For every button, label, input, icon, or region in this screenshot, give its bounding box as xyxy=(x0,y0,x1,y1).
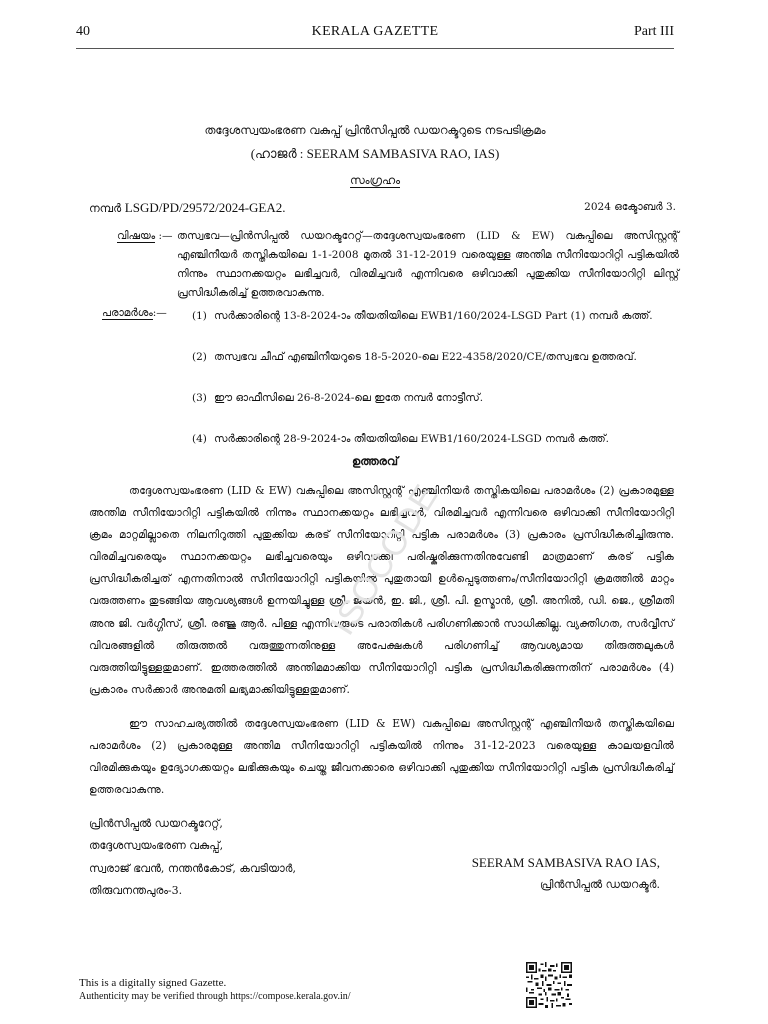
reference-item xyxy=(192,389,679,408)
abstract-label: സംഗ്രഹം xyxy=(349,173,401,187)
order-date: 2024 ഒക്ടോബർ 3. xyxy=(584,201,676,213)
signatory-designation: പ്രിൻസിപ്പൽ ഡയറക്ടർ. xyxy=(539,878,660,891)
gazette-name: KERALA GAZETTE xyxy=(311,24,439,39)
address-line: സ്വരാജ് ഭവൻ, നന്തൻകോട്, കവടിയാർ, xyxy=(89,861,296,875)
reference-text: തസ്വഭവ ചീഫ് എഞ്ചിനീയറുടെ 18-5-2020-ലെ E22-4358/2020/CE/തസ്വഭവ ഉത്തരവ്. xyxy=(214,351,637,363)
subject-label-group xyxy=(117,227,173,246)
address-line: പ്രിൻസിപ്പൽ ഡയറക്ടറേറ്റ്, xyxy=(89,817,223,830)
gazette-header xyxy=(76,24,674,49)
footer-signed-note: This is a digitally signed Gazette. xyxy=(79,977,227,989)
reference-number: (2) xyxy=(192,351,207,363)
order-number-value: LSGD/PD/29572/2024-GEA2. xyxy=(124,200,286,215)
page-number: 40 xyxy=(76,24,90,39)
reference-text: ഈ ഓഫീസിലെ 26-8-2024-ലെ ഇതേ നമ്പർ നോട്ടീസ്. xyxy=(214,392,484,404)
order-paragraph-2: ഈ സാഹചര്യത്തിൽ തദ്ദേശസ്വയംഭരണ (LID & EW) വകുപ്പിലെ അസിസ്റ്റന്റ് എഞ്ചിനീയർ തസ്തികയിലെ പരാമർശം (2) പ്രകാരമുള്ള അന്തിമ സീനിയോറിറ്റി പട്ടികയിൽ നിന്നും 31-12-2023 വരെയുള്ള കാലയളവിൽ വിരമിക്കുകയും ഉദ്യോഗക്കയറ്റം ലഭിക്കുകയും ചെയ്ത ജീവനക്കാരെ ഒഴിവാക്കി പുതുക്കിയ സീനിയോറിറ്റി പട്ടിക പ്രസിദ്ധീകരിച്ച് ഉത്തരവാകുന്നു. xyxy=(89,717,674,797)
signature-block xyxy=(472,852,660,896)
qr-code-icon xyxy=(526,962,572,1008)
references-label-group xyxy=(102,307,167,320)
reference-text: സർക്കാരിന്റെ 28-9-2024-ാം തീയതിയിലെ EWB1/160/2024-LSGD നമ്പർ കത്ത്. xyxy=(214,433,609,445)
subject-text: തസ്വഭവ—പ്രിൻസിപ്പൽ ഡയറക്ടറേറ്റ്—തദ്ദേശസ്വയംഭരണ (LID & EW) വകുപ്പിലെ അസിസ്റ്റന്റ് എഞ്ചിനീയർ തസ്തികയിലെ 1-1-2008 മുതൽ 31-12-2019 വരെയുള്ള അന്തിമ സീനിയോറിറ്റി പട്ടികയിൽ നിന്നും സ്ഥാനക്കയറ്റം ലഭിച്ചവർ, വിരമിച്ചവർ എന്നിവരെ ഒഴിവാക്കി പുതുക്കിയ സീനിയോറിറ്റി ലിസ്റ്റ് പ്രസിദ്ധീകരിച്ച് ഉത്തരവാകുന്നു. xyxy=(177,230,679,299)
watermark: ISOCODE xyxy=(323,476,447,642)
order-heading: ഉത്തരവ് xyxy=(351,454,399,468)
signatory-name: SEERAM SAMBASIVA RAO IAS, xyxy=(471,855,660,870)
footer-verify-link: Authenticity may be verified through https://compose.kerala.gov.in/ xyxy=(79,991,351,1002)
address-line: തദ്ദേശസ്വയംഭരണ വകുപ്പ്, xyxy=(89,839,224,853)
references-label: പരാമർശം xyxy=(102,307,153,319)
reference-item xyxy=(192,348,679,367)
reference-number: (1) xyxy=(192,310,207,322)
reference-number: (3) xyxy=(192,392,207,404)
address-line: തിരുവനന്തപുരം-3. xyxy=(89,883,183,897)
reference-item xyxy=(192,430,679,449)
reference-number: (4) xyxy=(192,433,207,445)
reference-item xyxy=(192,307,679,326)
footer-note xyxy=(79,977,351,1003)
proceedings-title: തദ്ദേശസ്വയംഭരണ വകുപ്പ് പ്രിൻസിപ്പൽ ഡയറക്ടറുടെ നടപടിക്രമം xyxy=(204,123,546,137)
reference-text: സർക്കാരിന്റെ 13-8-2024-ാം തീയതിയിലെ EWB1/160/2024-LSGD Part (1) നമ്പർ കത്ത്. xyxy=(214,310,653,322)
subject-block xyxy=(89,227,679,303)
subject-label: വിഷയം xyxy=(117,230,156,242)
order-number xyxy=(89,200,286,216)
order-number-prefix: നമ്പർ xyxy=(89,201,122,215)
abstract-heading xyxy=(76,173,674,188)
references-separator: :— xyxy=(152,307,167,319)
office-address xyxy=(89,813,296,902)
presiding-officer: (ഹാജർ : SEERAM SAMBASIVA RAO, IAS) xyxy=(250,146,500,161)
subject-separator: :— xyxy=(155,230,173,242)
order-paragraph-1: തദ്ദേശസ്വയംഭരണ (LID & EW) വകുപ്പിലെ അസിസ്റ്റന്റ് എഞ്ചിനീയർ തസ്തികയിലെ പരാമർശം (2) പ്രകാരമുള്ള അന്തിമ സീനിയോറിറ്റി പട്ടികയിൽ നിന്നും സ്ഥാനക്കയറ്റം ലഭിച്ചവർ, വിരമിച്ചവർ എന്നിവരെ ഒഴിവാക്കി സീനിയോറിറ്റി ക്രമം മാറ്റമില്ലാതെ നിലനിറുത്തി പുതുക്കിയ കരട് സീനിയോറിറ്റി പട്ടിക പരാമർശം (3) പ്രകാരം പ്രസിദ്ധീകരിച്ചിരുന്നു. വിരമിച്ചവരെയും സ്ഥാനക്കയറ്റം ലഭിച്ചവരെയും ഒഴിവാക്കി പരിഷ്കരിക്കുന്നതിനുവേണ്ടി മാത്രമാണ് കരട് പട്ടിക പ്രസിദ്ധീകരിച്ചത് എന്നതിനാൽ സീനിയോറിറ്റി പട്ടികയിൽ പുതുതായി ഉൾപ്പെടുത്തണം/സീനിയോറിറ്റി ക്രമത്തിൽ മാറ്റം വരുത്തണം തുടങ്ങിയ ആവശ്യങ്ങൾ ഉന്നയിച്ചുള്ള ശ്രീ. ജയൻ, ഇ. ജി., ശ്രീ. പി. ഉസ്മാൻ, ശ്രീ. അനിൽ, ഡി. ജെ., ശ്രീമതി അനു ജി. വർഗ്ഗീസ്, ശ്രീ. രഞ്ജു ആർ. പിള്ള എന്നിവരുടെ പരാതികൾ പരിഗണിക്കാൻ സാധിക്കില്ല. വ്യക്തിഗത, സർവ്വീസ് വിവരങ്ങളിൽ തിരുത്തൽ വരുത്തുന്നതിനുള്ള അപേക്ഷകൾ പരിഗണിച്ച് ആവശ്യമായ തിരുത്തലുകൾ വരുത്തിയിട്ടുള്ളതുമാണ്. ഇത്തരത്തിൽ അന്തിമമാക്കിയ സീനിയോറിറ്റി പട്ടിക പ്രസിദ്ധീകരിക്കുന്നതിന് പരാമർശം (4) പ്രകാരം സർക്കാർ അനുമതി ലഭ്യമാക്കിയിട്ടുള്ളതുമാണ്. xyxy=(89,484,674,696)
gazette-part: Part III xyxy=(633,24,674,39)
